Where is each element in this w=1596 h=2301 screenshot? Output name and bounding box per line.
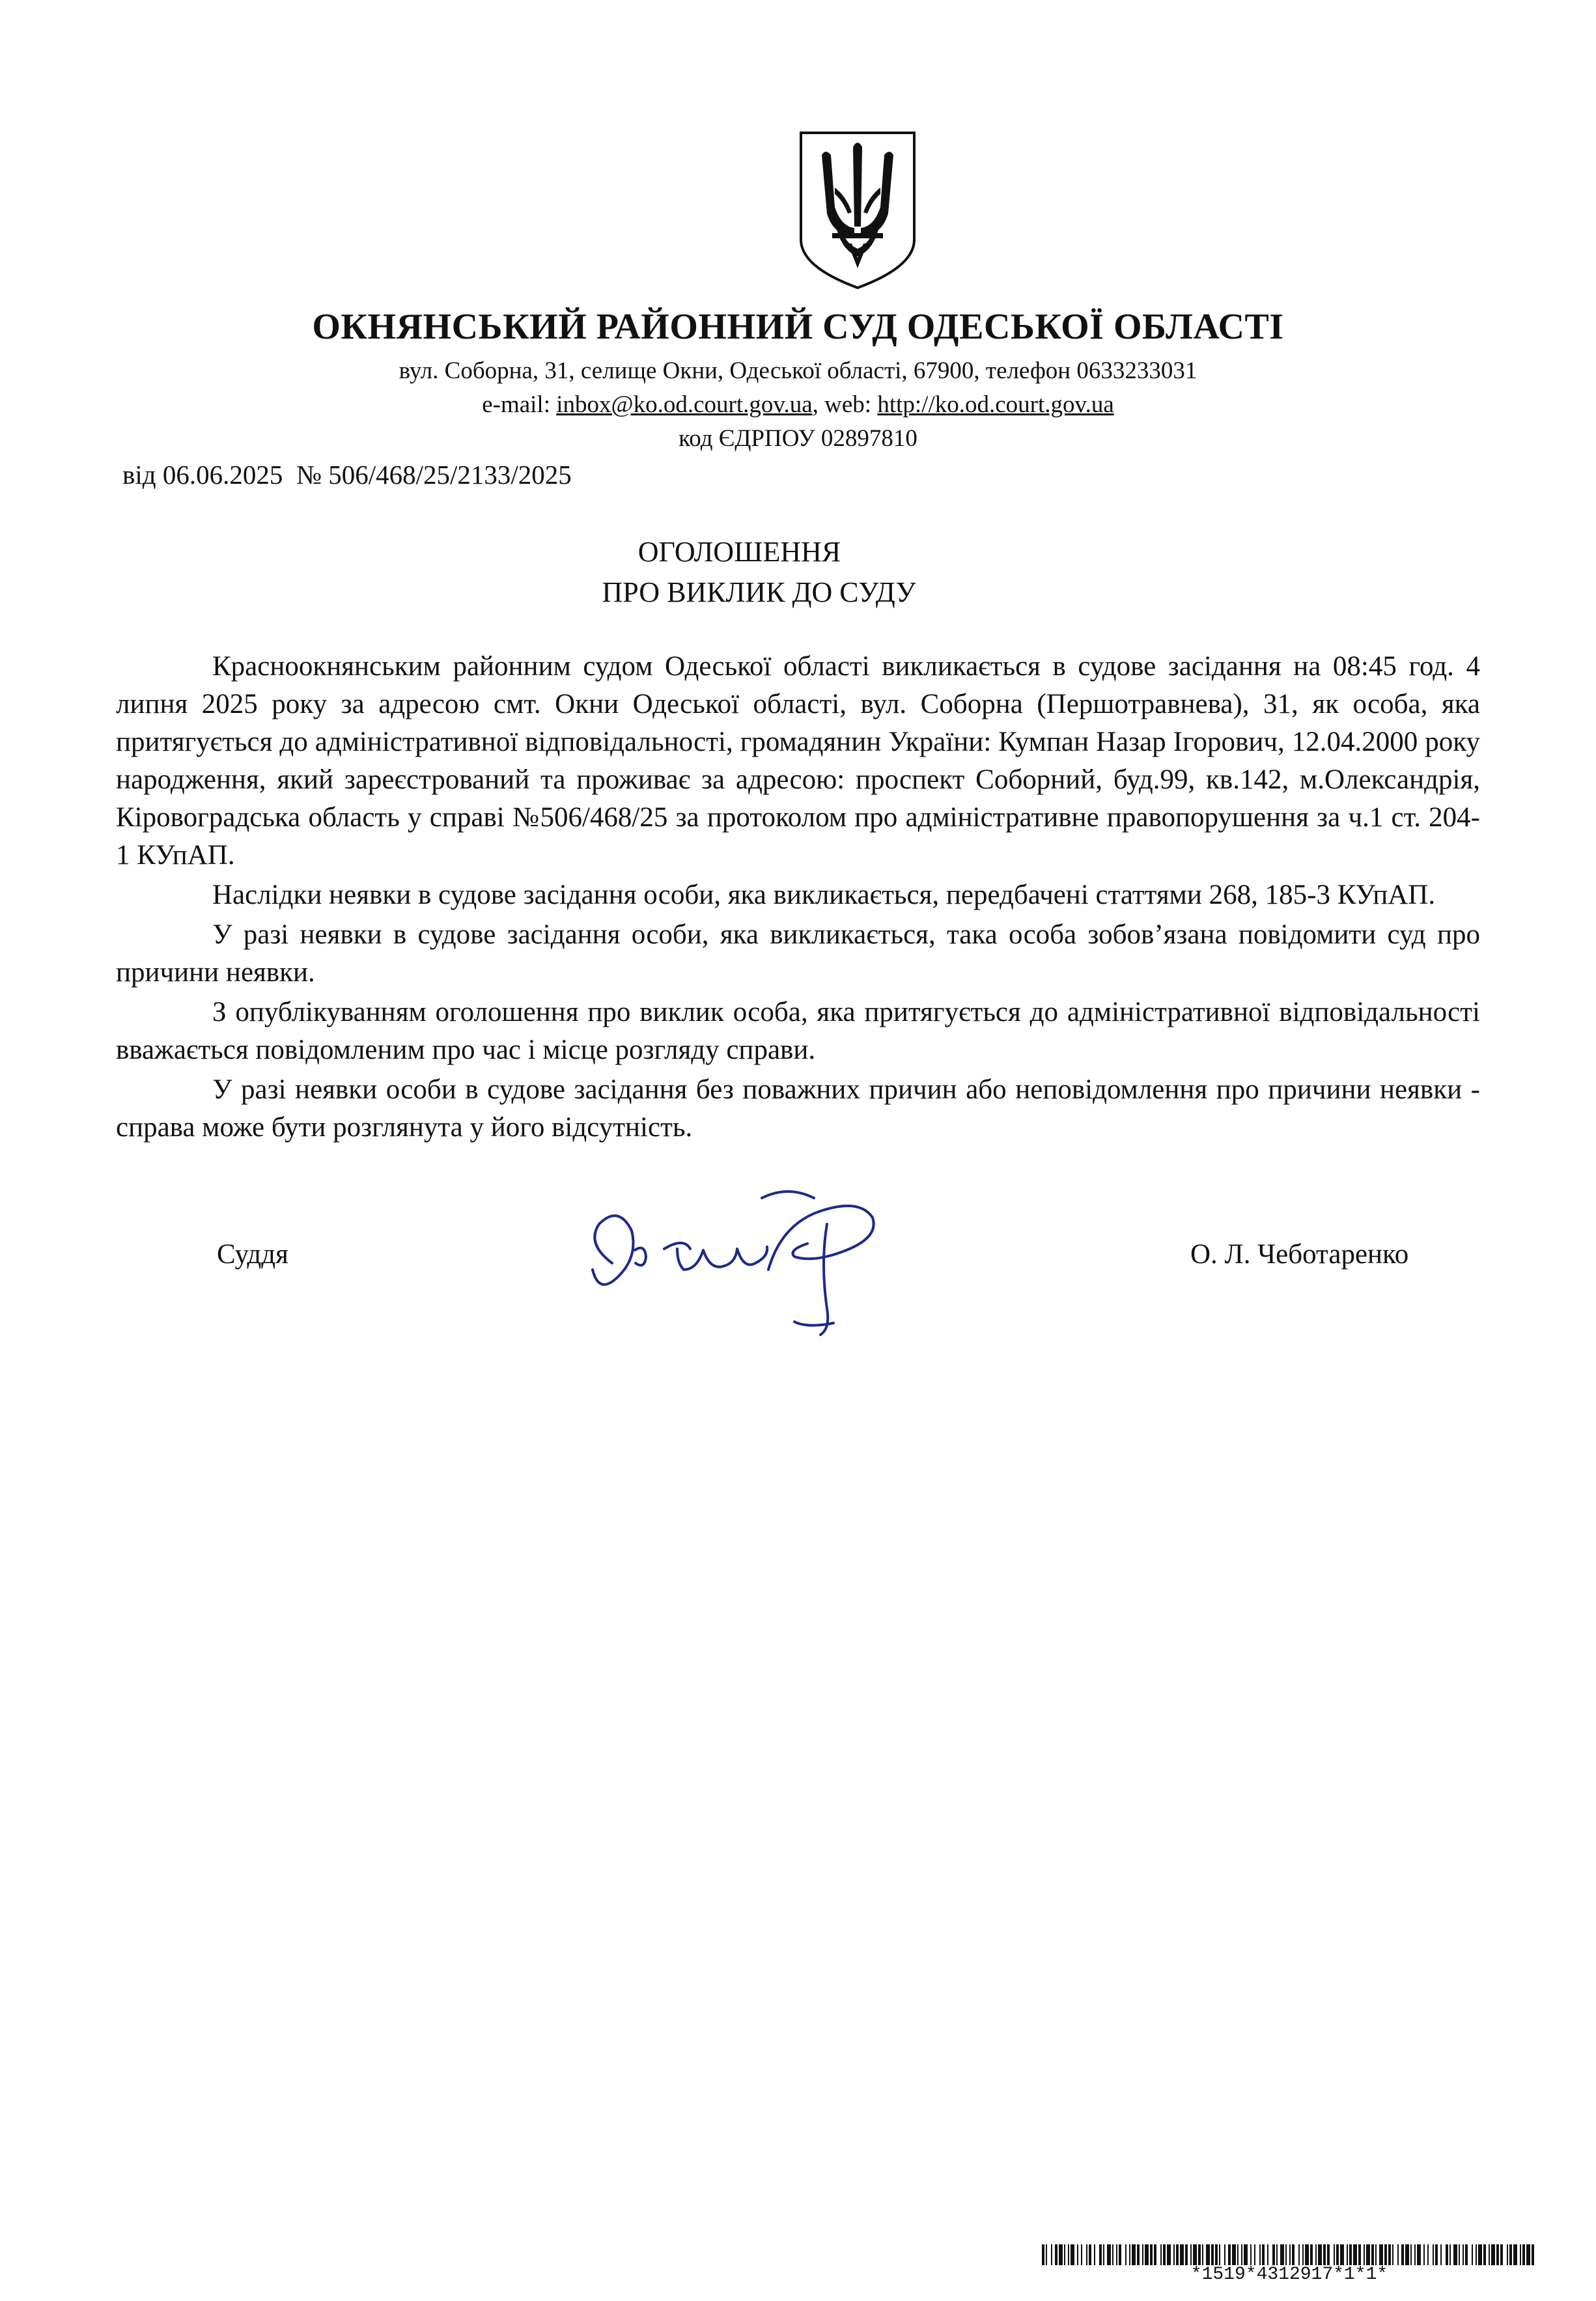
- web-link[interactable]: http://ko.od.court.gov.ua: [877, 391, 1114, 418]
- barcode-bar: [1125, 2244, 1127, 2265]
- document-subtitle: ПРО ВИКЛИК ДО СУДУ: [602, 576, 916, 608]
- barcode-bar: [1532, 2244, 1534, 2265]
- barcode-bar: [1375, 2244, 1377, 2265]
- barcode-bar: [1119, 2244, 1121, 2265]
- court-contacts: [0, 391, 1596, 419]
- barcode-bar: [1224, 2244, 1225, 2265]
- barcode-bar: [1107, 2244, 1111, 2265]
- barcode-bar: [1298, 2244, 1300, 2265]
- barcode-bar: [1491, 2244, 1495, 2265]
- barcode-bar: [1366, 2244, 1370, 2265]
- barcode-bar: [1150, 2244, 1153, 2265]
- barcode-bar: [1414, 2244, 1416, 2265]
- document-reference: [122, 459, 572, 490]
- barcode-bar: [1176, 2244, 1179, 2265]
- barcode-bar: [1358, 2244, 1361, 2265]
- barcode-bar: [1483, 2244, 1486, 2265]
- barcode-bar: [1163, 2244, 1166, 2265]
- reference-number: № 506/468/25/2133/2025: [296, 460, 572, 490]
- barcode-bar: [1449, 2244, 1451, 2265]
- barcode-bar: [1388, 2244, 1391, 2265]
- court-name: ОКНЯНСЬКИЙ РАЙОННИЙ СУД ОДЕСЬКОЇ ОБЛАСТІ: [312, 307, 1284, 347]
- barcode-bar: [1267, 2244, 1268, 2265]
- barcode-bar: [1292, 2244, 1295, 2265]
- barcode-bar: [1137, 2244, 1140, 2265]
- barcode-bar: [1379, 2244, 1383, 2265]
- judge-name: О. Л. Чеботаренко: [1190, 1239, 1409, 1270]
- barcode-bar: [1509, 2244, 1512, 2265]
- barcode-bar: [1500, 2244, 1503, 2265]
- barcode-bar: [1059, 2244, 1063, 2265]
- barcode-bar: [1280, 2244, 1284, 2265]
- court-address: вул. Соборна, 31, селище Окни, Одеської області, 67900, телефон 0633233031: [399, 357, 1197, 384]
- reference-date: від 06.06.2025: [122, 460, 283, 490]
- barcode-bar: [1086, 2244, 1087, 2265]
- barcode-bar: [1228, 2244, 1231, 2265]
- barcode-bar: [1094, 2244, 1095, 2265]
- barcode-bar: [1507, 2244, 1508, 2265]
- barcode-bar: [1427, 2244, 1429, 2265]
- barcode-bar: [1423, 2244, 1425, 2265]
- barcode-bar: [1112, 2244, 1113, 2265]
- barcode-bar: [1405, 2244, 1409, 2265]
- barcode-bar: [1081, 2244, 1082, 2265]
- barcode-bar: [1401, 2244, 1404, 2265]
- barcode-bar: [1397, 2244, 1399, 2265]
- barcode-bar: [1465, 2244, 1468, 2265]
- barcode-bar: [1190, 2244, 1192, 2265]
- barcode-bar: [1347, 2244, 1348, 2265]
- barcode-bar: [1262, 2244, 1265, 2265]
- barcode-bar: [1272, 2244, 1275, 2265]
- barcode-bar: [1463, 2244, 1464, 2265]
- web-label: , web:: [812, 391, 878, 418]
- barcode-bar: [1089, 2244, 1091, 2265]
- barcode-bar: [1103, 2244, 1104, 2265]
- barcode-bar: [1145, 2244, 1149, 2265]
- barcode-bar: [1526, 2244, 1530, 2265]
- barcode-bar: [1077, 2244, 1078, 2265]
- barcode-bar: [1310, 2244, 1313, 2265]
- barcode-bar: [1046, 2244, 1047, 2265]
- document-body: [116, 648, 1480, 1149]
- barcode-bar: [1305, 2244, 1309, 2265]
- barcode-bar: [1478, 2244, 1482, 2265]
- body-paragraph: З опублікуванням оголошення про виклик особа, яка притягується до адміністративної відповідальності вважається повідомленим про час і місце розгляду справи.: [116, 997, 1480, 1065]
- barcode-bar: [1180, 2244, 1184, 2265]
- barcode-bar: [1254, 2244, 1255, 2265]
- barcode-bar: [1219, 2244, 1220, 2265]
- barcode-bar: [1042, 2244, 1044, 2265]
- barcode-bar: [1232, 2244, 1236, 2265]
- barcode-bar: [1167, 2244, 1171, 2265]
- barcode-bar: [1435, 2244, 1438, 2265]
- barcode-bar: [1241, 2244, 1242, 2265]
- barcode-bar: [1371, 2244, 1374, 2265]
- barcode-bar: [1353, 2244, 1357, 2265]
- barcode-bar: [1446, 2244, 1448, 2265]
- barcode-bar: [1259, 2244, 1261, 2265]
- barcode-bar: [1132, 2244, 1136, 2265]
- barcode-bar: [1099, 2244, 1102, 2265]
- barcode-bar: [1349, 2244, 1352, 2265]
- barcode-bar: [1433, 2244, 1434, 2265]
- handwritten-signature: [573, 1172, 977, 1354]
- barcode-bar: [1237, 2244, 1239, 2265]
- barcode-bar: [1154, 2244, 1156, 2265]
- barcode-bar: [1055, 2244, 1057, 2265]
- barcode-bar: [1315, 2244, 1317, 2265]
- edrpou-code: код ЄДРПОУ 02897810: [679, 425, 917, 452]
- barcode-bar: [1440, 2244, 1442, 2265]
- barcode-bar: [1198, 2244, 1201, 2265]
- barcode-bar: [1129, 2244, 1130, 2265]
- barcode-bar: [1384, 2244, 1387, 2265]
- barcode-bar: [1051, 2244, 1052, 2265]
- barcode-bar: [1250, 2244, 1252, 2265]
- barcode-bar: [1064, 2244, 1065, 2265]
- email-link[interactable]: inbox@ko.od.court.gov.ua: [556, 391, 813, 418]
- barcode-bar: [1302, 2244, 1304, 2265]
- barcode-bar: [1520, 2244, 1521, 2265]
- barcode-bar: [1276, 2244, 1278, 2265]
- barcode-bar: [1071, 2244, 1074, 2265]
- barcode-bar: [1489, 2244, 1490, 2265]
- barcode-bar: [1334, 2244, 1335, 2265]
- barcode-bar: [1202, 2244, 1203, 2265]
- barcode-bar: [1453, 2244, 1457, 2265]
- barcode-bar: [1206, 2244, 1210, 2265]
- body-paragraph: У разі неявки в судове засідання особи, яка викликається, така особа зобов’язана повідомити суд про причини неявки.: [116, 919, 1480, 988]
- barcode: [1042, 2244, 1537, 2265]
- body-paragraph: Наслідки неявки в судове засідання особи, яка викликається, передбачені статтями 268, 185-3 КУпАП.: [212, 880, 1436, 910]
- barcode-bar: [1364, 2244, 1365, 2265]
- signature-role: Суддя: [217, 1239, 288, 1270]
- barcode-bar: [1410, 2244, 1412, 2265]
- barcode-bar: [1244, 2244, 1248, 2265]
- document-title: ОГОЛОШЕННЯ: [637, 536, 841, 568]
- barcode-bar: [1285, 2244, 1287, 2265]
- barcode-bar: [1068, 2244, 1069, 2265]
- email-label: e-mail:: [482, 391, 557, 418]
- barcode-bar: [1513, 2244, 1517, 2265]
- barcode-bar: [1318, 2244, 1322, 2265]
- barcode-bar: [1417, 2244, 1421, 2265]
- barcode-bar: [1327, 2244, 1330, 2265]
- barcode-bar: [1211, 2244, 1214, 2265]
- barcode-bar: [1323, 2244, 1326, 2265]
- barcode-bar: [1193, 2244, 1197, 2265]
- barcode-bar: [1340, 2244, 1344, 2265]
- barcode-bar: [1185, 2244, 1188, 2265]
- barcode-bar: [1522, 2244, 1525, 2265]
- barcode-bar: [1142, 2244, 1143, 2265]
- barcode-bar: [1392, 2244, 1393, 2265]
- barcode-bar: [1336, 2244, 1339, 2265]
- barcode-bar: [1215, 2244, 1218, 2265]
- barcode-bar: [1496, 2244, 1499, 2265]
- barcode-bar: [1173, 2244, 1175, 2265]
- body-paragraph: Красноокнянським районним судом Одеської області викликається в судове засідання на 08:45 год. 4 липня 2025 року за адресою смт. Окни Одеської області, вул. Соборна (Першотравнева), 31, як особа, яка притягується до адміністративної відповідальності, громадянин України: Кумпан Назар Ігорович, 12.04.2000 року народження, який зареєстрований та проживає за адресою: проспект Соборний, буд.99, кв.142, м.Олександрія, Кіровоградська область у справі №506/468/25 за протоколом про адміністративне правопорушення за ч.1 ст. 204-1 КУпАП.: [116, 651, 1480, 871]
- barcode-bar: [1160, 2244, 1162, 2265]
- barcode-bar: [1472, 2244, 1473, 2265]
- barcode-bar: [1116, 2244, 1117, 2265]
- barcode-bar: [1476, 2244, 1477, 2265]
- barcode-text: *1519*4312917*1*1*: [1190, 2265, 1388, 2285]
- body-paragraph: У разі неявки особи в судове засідання без поважних причин або неповідомлення про причини неявки - справа може бути розглянута у його відсутність.: [116, 1074, 1480, 1143]
- barcode-bar: [1459, 2244, 1460, 2265]
- trident-coat-of-arms-icon: [796, 129, 919, 292]
- barcode-bar: [1289, 2244, 1291, 2265]
